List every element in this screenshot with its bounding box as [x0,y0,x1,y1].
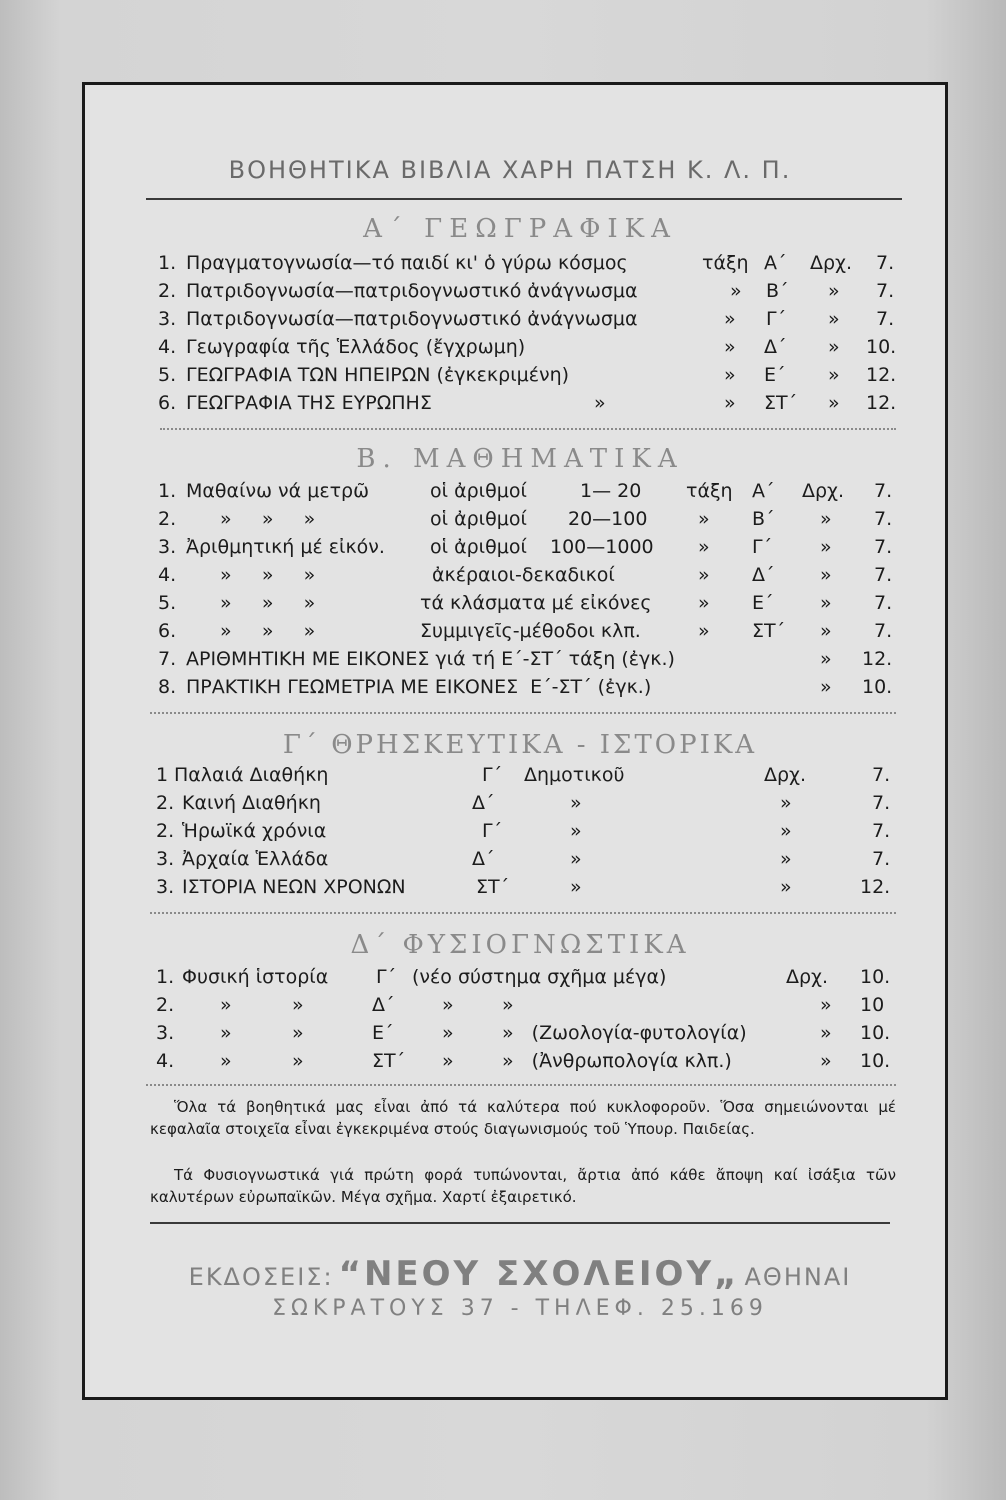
item-title: Φυσική ἱστορία [182,966,329,988]
price-label: » [820,1022,832,1044]
item-subject: οἱ ἀριθμοί [430,536,527,558]
price: 12. [860,876,891,898]
grade: Β΄ [752,508,775,530]
item-title: » » » [220,592,316,614]
item-title: Καινή Διαθήκη [182,792,321,814]
item-description: » » [442,994,514,1016]
price-label: » [828,308,840,330]
item-title: Ἡρωϊκά χρόνια [182,820,327,842]
item-title: Πραγματογνωσία—τό παιδί κι' ὁ γύρω κόσμος [186,252,628,274]
price: 10. [860,966,891,988]
price-label: » [820,564,832,586]
item-title: » » » [220,564,316,586]
grade: Γ΄ [752,536,773,558]
item-subject: Συμμιγεῖς-μέθοδοι κλπ. [420,620,641,642]
price: 12. [862,648,893,670]
item-title: ΓΕΩΓΡΑΦΙΑ ΤΗΣ ΕΥΡΩΠΗΣ [186,392,432,414]
price-label: » [780,792,792,814]
price-label: » [820,994,832,1016]
school-level: » [570,820,582,842]
section-divider [150,912,896,914]
ditto-mark: » [594,392,606,414]
class-label: » [698,536,710,558]
item-title: » » [220,994,304,1016]
item-title: » » » [220,508,316,530]
price-label: » [820,536,832,558]
item-number: 2. [158,508,177,530]
class-label: » [724,308,736,330]
note-paragraph: Ὅλα τά βοηθητικά μας εἶναι ἀπό τά καλύτερα πού κυκλοφοροῦν. Ὅσα σημειώνονται μέ κεφαλαῖα στοιχεῖα εἶναι ἐγκεκριμένα στούς διαγωνισμούς τοῦ Ὑπουρ. Παιδείας. [150,1098,896,1138]
item-number: 2. [156,820,175,842]
item-subject: οἱ ἀριθμοί [430,480,527,502]
item-subject: τά κλάσματα μέ εἰκόνες [420,592,652,614]
item-description: » » (Ἀνθρωπολογία κλπ.) [442,1050,732,1072]
item-title: ΓΕΩΓΡΑΦΙΑ ΤΩΝ ΗΠΕΙΡΩΝ (ἐγκεκριμένη) [186,364,570,386]
item-number: 8. [158,676,177,698]
price: 12. [866,392,897,414]
item-subject: οἱ ἀριθμοί [430,508,527,530]
item-number: 1. [158,480,177,502]
price-label: » [828,364,840,386]
price-label: » [820,508,832,530]
price: 7. [874,536,893,558]
price: 7. [876,252,895,274]
class-label: » [724,336,736,358]
grade: Γ΄ [766,308,787,330]
grade: ΣΤ΄ [764,392,798,414]
item-number: 7. [158,648,177,670]
item-number: 4. [156,1050,175,1072]
publisher-prefix: ΕΚΔΟΣΕΙΣ: [188,1263,334,1291]
title-rule [146,198,902,200]
number-range: 1— 20 [580,480,642,502]
item-number: 5. [158,592,177,614]
item-title: Παλαιά Διαθήκη [174,764,329,786]
item-number: 6. [158,620,177,642]
section-heading-religion-history: Γ΄ ΘΡΗΣΚΕΥΤΙΚΑ - ΙΣΤΟΡΙΚΑ [282,730,758,760]
price-label: » [780,876,792,898]
item-title: Πατριδογνωσία—πατριδογνωστικό ἀνάγνωσμα [186,280,638,302]
price-label: » [828,280,840,302]
grade: Α΄ [764,252,787,274]
price: 12. [866,364,897,386]
grade: Α΄ [752,480,775,502]
item-number: 4. [158,564,177,586]
publisher-address: ΣΩΚΡΑΤΟΥΣ 37 - ΤΗΛΕΦ. 25.169 [272,1296,768,1321]
price: 7. [874,508,893,530]
grade: Ε΄ [372,1022,394,1044]
item-number: 3. [158,308,177,330]
grade: Γ΄ [376,966,397,988]
school-level: Δημοτικοῦ [524,764,625,786]
item-number: 4. [158,336,177,358]
item-number: 5. [158,364,177,386]
class-label: » [730,280,742,302]
grade: Δ΄ [472,848,495,870]
price-label: » [820,676,832,698]
price-label: Δρχ. [810,252,853,274]
price: 10. [862,676,893,698]
price: 10. [860,1050,891,1072]
price: 10 [860,994,885,1016]
class-label: » [698,620,710,642]
item-title: ΙΣΤΟΡΙΑ ΝΕΩΝ ΧΡΟΝΩΝ [182,876,406,898]
grade: Γ΄ [482,764,503,786]
section-divider [160,428,896,430]
item-title: Μαθαίνω νά μετρῶ [186,480,370,502]
publisher-name: “ΝΕΟΥ ΣΧΟΛΕΙΟΥ„ [338,1254,740,1294]
item-subject: ἀκέραιοι-δεκαδικοί [432,564,615,586]
section-divider [146,1084,896,1086]
item-number: 3. [158,536,177,558]
item-number: 1. [158,252,177,274]
number-range: 20—100 [568,508,648,530]
item-title: ΠΡΑΚΤΙΚΗ ΓΕΩΜΕΤΡΙΑ ΜΕ ΕΙΚΟΝΕΣ Ε΄-ΣΤ΄ (ἐγκ.) [186,676,652,698]
class-label: » [698,564,710,586]
price-label: » [780,820,792,842]
grade: Β΄ [766,280,789,302]
notes-rule [150,1222,890,1224]
price-label: » [820,592,832,614]
grade: Δ΄ [372,994,395,1016]
price: 7. [874,592,893,614]
price-label: Δρχ. [802,480,845,502]
grade: Ε΄ [764,364,786,386]
price: 7. [874,620,893,642]
item-title: Πατριδογνωσία—πατριδογνωστικό ἀνάγνωσμα [186,308,638,330]
grade: ΣΤ΄ [372,1050,406,1072]
class-label: τάξη [702,252,749,274]
item-number: 2. [156,792,175,814]
item-number: 2. [156,994,175,1016]
class-label: » [724,392,736,414]
grade: Δ΄ [472,792,495,814]
item-title: » » [220,1022,304,1044]
school-level: » [570,848,582,870]
price: 7. [876,308,895,330]
item-number: 6. [158,392,177,414]
item-number: 3. [156,1022,175,1044]
price: 7. [872,792,891,814]
item-title: » » [220,1050,304,1072]
price-label: Δρχ. [764,764,807,786]
section-divider [150,712,896,714]
price-label: » [780,848,792,870]
item-number: 2. [158,280,177,302]
price: 10. [866,336,897,358]
grade: ΣΤ΄ [476,876,510,898]
price-label: » [828,336,840,358]
grade: ΣΤ΄ [752,620,786,642]
section-heading-natural-sciences: Δ΄ ΦΥΣΙΟΓΝΩΣΤΙΚΑ [350,930,690,960]
price-label: » [820,1050,832,1072]
class-label: τάξη [686,480,733,502]
item-title: ΑΡΙΘΜΗΤΙΚΗ ΜΕ ΕΙΚΟΝΕΣ γιά τή Ε΄-ΣΤ΄ τάξη (ἐγκ.) [186,648,675,670]
price: 7. [872,820,891,842]
price: 7. [874,564,893,586]
item-title: Ἀρχαία Ἑλλάδα [182,848,329,870]
publisher-line [150,1254,890,1294]
price-label: Δρχ. [786,966,829,988]
price-label: » [820,648,832,670]
item-number: 3. [156,876,175,898]
note-paragraph: Τά Φυσιογνωστικά γιά πρώτη φορά τυπώνονται, ἄρτια ἀπό κάθε ἄποψη καί ἰσάξια τῶν καλυτέρων εὐρωπαϊκῶν. Μέγα σχῆμα. Χαρτί ἐξαιρετικό. [150,1166,896,1206]
item-description: » » (Ζωολογία-φυτολογία) [442,1022,747,1044]
item-title: Γεωγραφία τῆς Ἑλλάδος (ἔγχρωμη) [186,336,526,358]
item-title: » » » [220,620,316,642]
page-title: ΒΟΗΘΗΤΙΚΑ ΒΙΒΛΙΑ ΧΑΡΗ ΠΑΤΣΗ Κ. Λ. Π. [228,156,792,184]
item-number: 1. [156,966,175,988]
grade: Ε΄ [752,592,774,614]
grade: Γ΄ [482,820,503,842]
price: 7. [872,764,891,786]
price-label: » [820,620,832,642]
section-heading-mathematics: Β. ΜΑΘΗΜΑΤΙΚΑ [356,444,684,474]
class-label: » [698,592,710,614]
grade: Δ΄ [752,564,775,586]
section-heading-geography: Α΄ ΓΕΩΓΡΑΦΙΚΑ [363,214,677,244]
item-title: Ἀριθμητική μέ εἰκόν. [186,536,385,558]
price: 7. [874,480,893,502]
class-label: » [724,364,736,386]
number-range: 100—1000 [550,536,654,558]
class-label: » [698,508,710,530]
item-number: 1 [156,764,169,786]
price: 7. [876,280,895,302]
item-description: (νέο σύστημα σχῆμα μέγα) [412,966,667,988]
grade: Δ΄ [764,336,787,358]
school-level: » [570,792,582,814]
item-number: 3. [156,848,175,870]
school-level: » [570,876,582,898]
price: 7. [872,848,891,870]
price: 10. [860,1022,891,1044]
publisher-city: ΑΘΗΝΑΙ [744,1263,852,1291]
price-label: » [828,392,840,414]
